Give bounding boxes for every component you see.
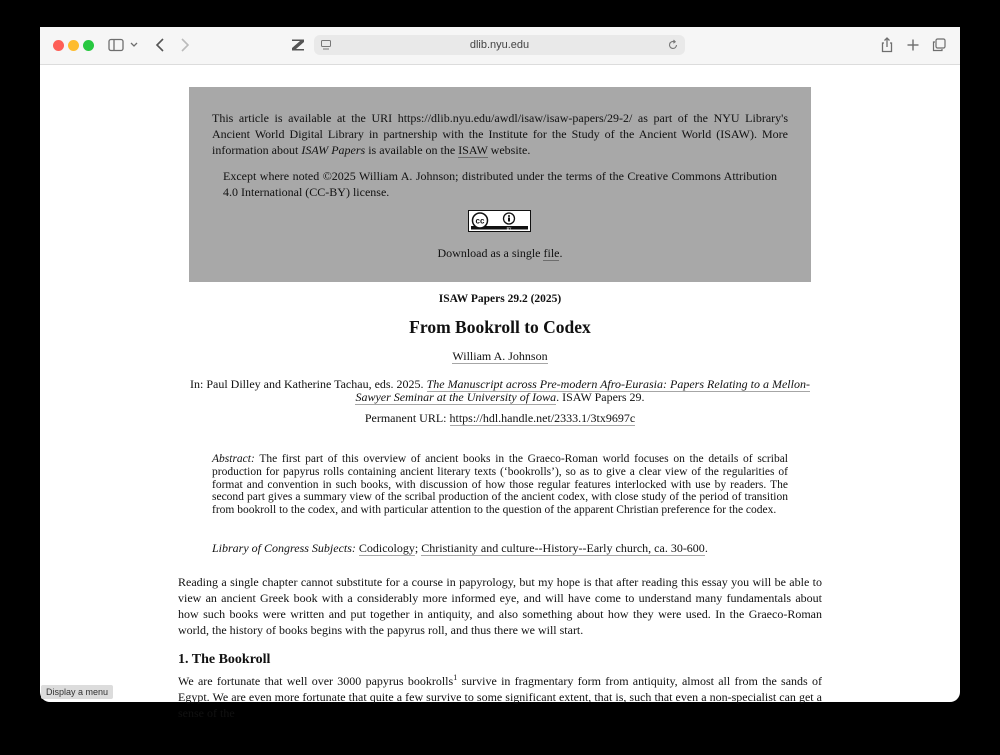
browser-window: [40, 27, 960, 720]
share-button[interactable]: [879, 36, 895, 54]
close-window-button[interactable]: [53, 40, 64, 51]
chevron-left-icon: [155, 38, 165, 52]
isaw-papers-title: ISAW Papers: [301, 143, 366, 157]
zotero-icon: [291, 38, 305, 52]
browser-toolbar: [40, 27, 960, 65]
url-text: dlib.nyu.edu: [469, 39, 530, 51]
reload-icon[interactable]: [667, 39, 679, 51]
cc-by-icon: [469, 211, 530, 231]
subject-christianity-link[interactable]: Christianity and culture--History--Early church, ca. 30-600: [421, 541, 705, 555]
intro-paragraph: Reading a single chapter cannot substitute for a course in papyrology, but my hope is that after reading this essay you will be able to view an ancient Greek book with a considerably more informed eye, and will have come to understand many fundamentals about how such books were written and put together in antiquity, and also something about how they were used. In the Graeco-Roman world, the history of books begins with the papyrus roll, and thus there we will start.: [178, 575, 822, 637]
isaw-website-link[interactable]: ISAW: [458, 143, 488, 157]
back-button[interactable]: [152, 36, 168, 54]
cc-by-license-badge[interactable]: [468, 210, 531, 232]
volume-title-link[interactable]: The Manuscript across Pre-modern Afro-Eurasia: Papers Relating to a Mellon-Sawyer Seminar at the University of Iowa: [355, 377, 810, 404]
subject-codicology-link[interactable]: Codicology: [358, 541, 415, 555]
tab-overview-button[interactable]: [931, 36, 947, 54]
abstract: Abstract: The first part of this overview of ancient books in the Graeco-Roman world focuses on the details of scribal production for papyrus rolls containing ancient literary texts (‘bookrolls’), so as to give a clear view of the regularities of format and convention in such books, with discussion of how those regular features interlocked with use by readers. The second part gives a summary view of the scribal production of the ancient codex, with close study of the period of transition from bookroll to the codex, and with particular attention to the question of the apparent Christian preference for the codex.: [212, 453, 788, 517]
series-label: ISAW Papers 29.2 (2025): [438, 293, 562, 305]
tab-overview-icon: [932, 38, 946, 52]
download-text: Download as a single file.: [437, 246, 563, 260]
new-tab-button[interactable]: [905, 36, 921, 54]
download-file-link[interactable]: file: [543, 246, 560, 260]
page-settings-icon[interactable]: [320, 39, 332, 51]
address-bar[interactable]: [314, 35, 685, 55]
footnote-1-link[interactable]: 1: [453, 673, 458, 682]
permanent-url-link[interactable]: https://hdl.handle.net/2333.1/3tx9697c: [449, 411, 636, 425]
section-heading: 1. The Bookroll: [178, 652, 271, 667]
section-paragraph: We are fortunate that well over 3000 papyrus bookrolls$^1$ survive in fragmentary form from antiquity, almost all from the sands of Egypt. We are even more fortunate that quite a few survive to some significant extent, that is, such that even a non-specialist can get a sense of the: [178, 673, 822, 720]
citation: In: Paul Dilley and Katherine Tachau, eds. 2025. The Manuscript across Pre-modern Afro-Eurasia: Papers Relating to a Mellon-Sawyer Seminar at the University of Iowa. ISAW Papers 29.: [190, 377, 810, 404]
plus-icon: [907, 39, 919, 51]
zoom-window-button[interactable]: [83, 40, 94, 51]
share-icon: [880, 37, 894, 53]
page-content: [40, 65, 960, 720]
chevron-right-icon: [180, 38, 190, 52]
zotero-extension-button[interactable]: [290, 36, 306, 54]
availability-text: This article is available at the URI https://dlib.nyu.edu/awdl/isaw/isaw-papers/29-2/ as part of the NYU Library's Ancient World Digital Library in partnership with the Institute for the Study of the Ancient World (ISAW). More information about ISAW Papers is available on the ISAW website.: [212, 111, 788, 157]
minimize-window-button[interactable]: [68, 40, 79, 51]
svg-text:cc: cc: [475, 216, 485, 226]
sidebar-icon: [108, 38, 140, 52]
subjects: Library of Congress Subjects: Codicology; Christianity and culture--History--Early church, ca. 30-600.: [212, 541, 708, 555]
svg-text:BY: BY: [506, 226, 512, 231]
license-text: Except where noted ©2025 William A. Johnson; distributed under the terms of the Creative Commons Attribution 4.0 International (CC-BY) license.: [223, 169, 777, 199]
forward-button[interactable]: [177, 36, 193, 54]
article-title: From Bookroll to Codex: [409, 317, 591, 337]
permanent-url-line: Permanent URL: https://hdl.handle.net/2333.1/3tx9697c: [364, 411, 636, 425]
display-menu-tooltip: Display a menu: [41, 685, 113, 699]
author-line: [40, 349, 960, 364]
availability-notice: [189, 87, 811, 282]
author-link[interactable]: William A. Johnson: [452, 349, 548, 363]
abstract-label: Abstract:: [212, 453, 255, 465]
sidebar-toggle-button[interactable]: [108, 36, 140, 54]
